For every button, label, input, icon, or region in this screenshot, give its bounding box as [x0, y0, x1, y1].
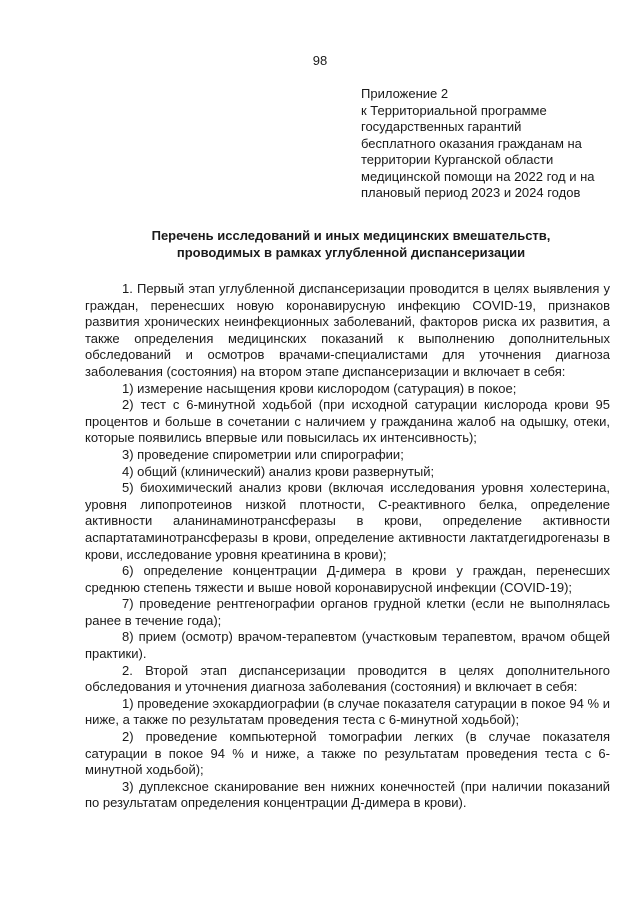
list-item: 1) измерение насыщения крови кислородом (сатурация) в покое;	[122, 380, 517, 396]
appendix-line: государственных гарантий	[361, 119, 522, 134]
paragraph: 2. Второй этап диспансеризации проводится в целях дополнительного обследования и уточнения диагноза заболевания (состояния) и включает в себя:	[85, 662, 610, 695]
list-item: 5) биохимический анализ крови (включая исследования уровня холестерина, уровня липопротеинов низкой плотности, С-реактивного белка, определение активности аланинаминотрансферазы в крови, определение активности аспартатаминотрансферазы в крови, определение активности лактатдегидрогеназы в крови, исследование уровня креатинина в крови);	[85, 480, 610, 562]
document-body	[85, 281, 610, 812]
appendix-line: территории Курганской области	[361, 152, 554, 167]
title-line: Перечень исследований и иных медицинских вмешательств,	[151, 228, 551, 243]
list-item: 4) общий (клинический) анализ крови развернутый;	[122, 463, 435, 479]
list-item: 2) тест с 6-минутной ходьбой (при исходной сатурации кислорода крови 95 процентов и больше в сочетании с наличием у гражданина жалоб на одышку, отеки, которые появились впервые или повысилась их интенсивность);	[85, 397, 610, 446]
list-item: 6) определение концентрации Д-димера в крови у граждан, перенесших среднюю степень тяжести и выше новой коронавирусной инфекции (COVID-19);	[85, 563, 610, 595]
list-item: 3) проведение спирометрии или спирографии;	[122, 446, 404, 462]
title-line: проводимых в рамках углубленной диспансеризации	[176, 245, 526, 260]
list-item: 7) проведение рентгенографии органов грудной клетки (если не выполнялась ранее в течение года);	[85, 596, 610, 628]
list-item: 8) прием (осмотр) врачом-терапевтом (участковым терапевтом, врачом общей практики).	[85, 629, 610, 662]
page-number: 98	[312, 53, 328, 68]
appendix-line: медицинской помощи на 2022 год и на	[361, 168, 595, 184]
list-item: 1) проведение эхокардиографии (в случае показателя сатурации в покое 94 % и ниже, а также по результатам проведения теста с 6-минутной ходьбой);	[85, 695, 610, 728]
paragraph: 1. Первый этап углубленной диспансеризации проводится в целях выявления у граждан, перенесших новую коронавирусную инфекцию COVID-19, признаков развития хронических неинфекционных заболеваний, факторов риска их развития, а также определения медицинских показаний к выполнению дополнительных обследований и осмотров врачами-специалистами для уточнения диагноза заболевания (состояния) на втором этапе диспансеризации и включает в себя:	[85, 281, 610, 379]
list-item: 2) проведение компьютерной томографии легких (в случае показателя сатурации в покое 94 % и ниже, а также по результатам проведения теста с 6-минутной ходьбой);	[85, 729, 610, 778]
appendix-line: Приложение 2	[361, 86, 449, 101]
list-item: 3) дуплексное сканирование вен нижних конечностей (при наличии показаний по результатам определения концентрации Д-димера в крови).	[85, 778, 610, 811]
appendix-line: к Территориальной программе	[361, 102, 547, 118]
document-title	[60, 227, 640, 261]
appendix-header	[361, 86, 601, 202]
appendix-line: бесплатного оказания гражданам на	[361, 135, 582, 151]
appendix-line: плановый период 2023 и 2024 годов	[361, 185, 581, 200]
